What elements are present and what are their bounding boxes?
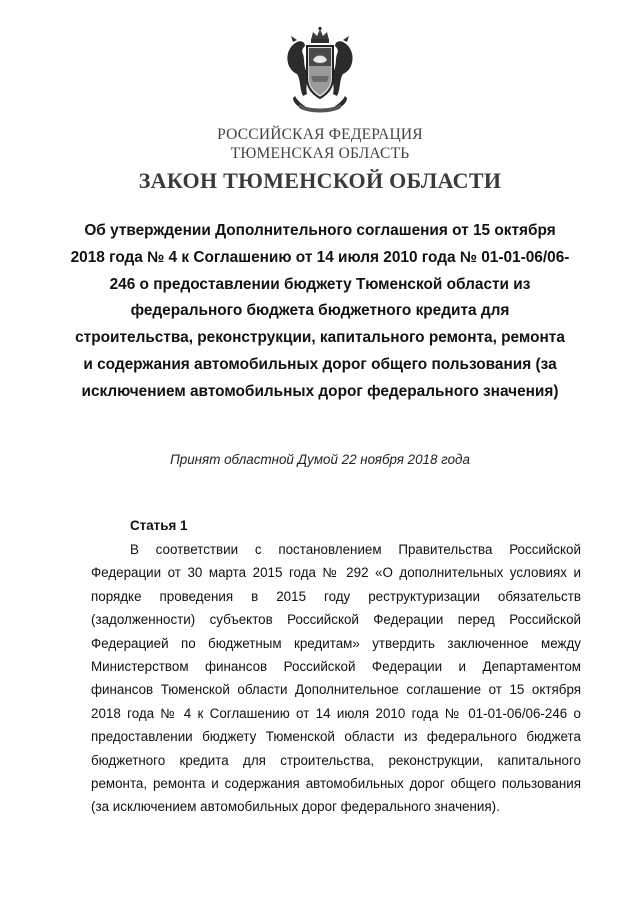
country-heading: РОССИЙСКАЯ ФЕДЕРАЦИЯ (217, 126, 423, 143)
law-title: ЗАКОН ТЮМЕНСКОЙ ОБЛАСТИ (138, 168, 502, 193)
coat-of-arms-icon (283, 26, 357, 114)
document-title: Об утверждении Дополнительного соглашения от 15 октября 2018 года № 4 к Соглашению от 14 июля 2010 года № 01-01-06/06-246 о предоставлении бюджету Тюменской области из федерального бюджета бюджетного кредита для строительства, реконструкции, капитального ремонта, ремонта и содержания автомобильных дорог общего пользования (за исключением автомобильных дорог федерального значения) (70, 222, 570, 400)
article-heading: Статья 1 (130, 518, 188, 533)
region-heading: ТЮМЕНСКАЯ ОБЛАСТЬ (230, 145, 410, 162)
adoption-note: Принят областной Думой 22 ноября 2018 года (170, 452, 470, 467)
article-body: В соответствии с постановлением Правительства Российской Федерации от 30 марта 2015 года № 292 «О дополнительных условиях и порядке проведения в 2015 году реструктуризации обязательств (задолженности) субъектов Российской Федерации перед Российской Федерацией по бюджетным кредитам» утвердить заключенное между Министерством финансов Российской Федерации и Департаментом финансов Тюменской области Дополнительное соглашение от 15 октября 2018 года № 4 к Соглашению от 14 июля 2010 года № 01-01-06/06-246 о предоставлении бюджету Тюменской области из федерального бюджета бюджетного кредита для строительства, реконструкции, капитального ремонта, ремонта и содержания автомобильных дорог общего пользования (за исключением автомобильных дорог федерального значения). (91, 542, 581, 815)
